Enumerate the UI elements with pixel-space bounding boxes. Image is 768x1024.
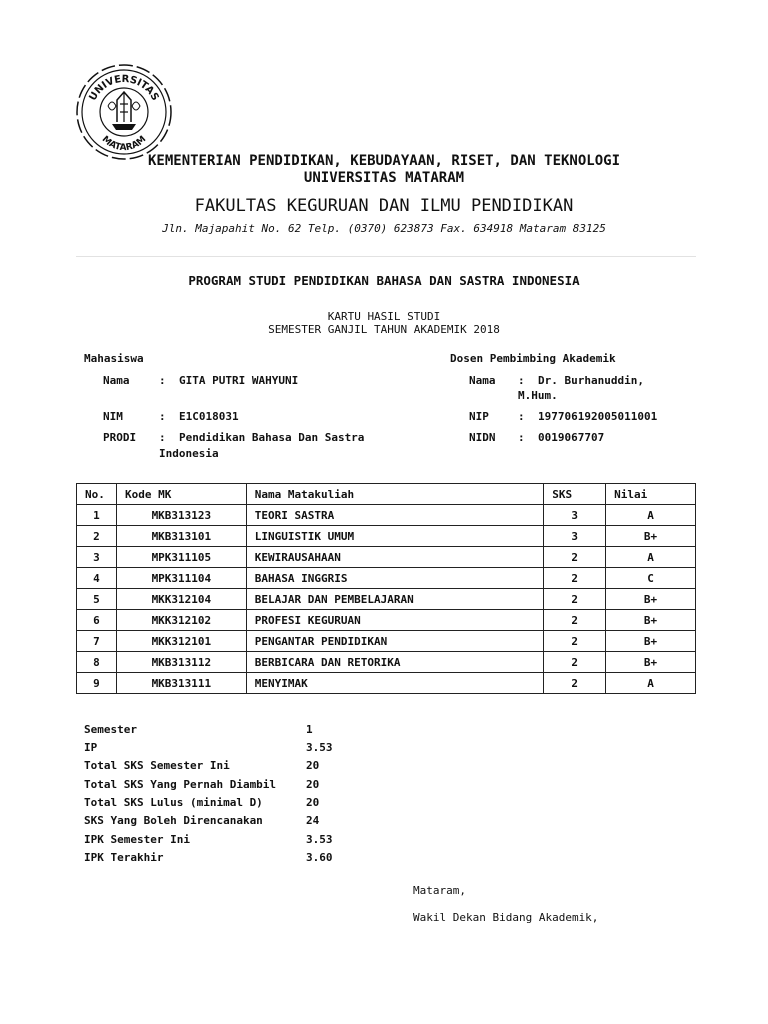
address: Jln. Majapahit No. 62 Telp. (0370) 623873 Fax. 634918 Mataram 83125: [162, 222, 606, 235]
cell-nama: PENGANTAR PENDIDIKAN: [246, 631, 543, 652]
colon: :: [518, 431, 525, 444]
advisor-name-cont: M.Hum.: [518, 389, 558, 402]
advisor-name-label: Nama: [469, 374, 496, 387]
table-row: [77, 610, 696, 631]
summary-value: 24: [306, 814, 320, 827]
cell-kode: MKB313123: [116, 505, 246, 526]
student-prodi-cont: Indonesia: [159, 447, 219, 460]
cell-kode: MKK312102: [116, 610, 246, 631]
cell-nama: BERBICARA DAN RETORIKA: [246, 652, 543, 673]
colon: :: [159, 431, 166, 444]
cell-nama: MENYIMAK: [246, 673, 543, 694]
table-row: [77, 505, 696, 526]
cell-sks: 2: [544, 589, 606, 610]
col-no-header: No.: [77, 484, 117, 505]
card-title: KARTU HASIL STUDI: [327, 310, 441, 323]
summary-value: 3.53: [306, 833, 333, 846]
cell-nilai: B+: [606, 610, 696, 631]
summary-label: Semester: [84, 723, 137, 736]
cell-no: 1: [77, 505, 117, 526]
table-row: [77, 673, 696, 694]
cell-nama: PROFESI KEGURUAN: [246, 610, 543, 631]
summary-label: IPK Semester Ini: [84, 833, 190, 846]
colon: :: [159, 410, 166, 423]
cell-no: 5: [77, 589, 117, 610]
university-title: UNIVERSITAS MATARAM: [303, 170, 465, 186]
program-title: PROGRAM STUDI PENDIDIKAN BAHASA DAN SASTRA INDONESIA: [188, 273, 580, 288]
table-row: [77, 547, 696, 568]
logo-text-top: UNIVERSITAS: [87, 73, 161, 103]
summary-label: SKS Yang Boleh Direncanakan: [84, 814, 263, 827]
cell-nama: BAHASA INGGRIS: [246, 568, 543, 589]
col-kode-header: Kode MK: [116, 484, 246, 505]
cell-nama: BELAJAR DAN PEMBELAJARAN: [246, 589, 543, 610]
advisor-nidn: 0019067707: [538, 431, 605, 444]
cell-kode: MKB313112: [116, 652, 246, 673]
table-row: [77, 526, 696, 547]
summary-value: 20: [306, 759, 320, 772]
cell-no: 2: [77, 526, 117, 547]
student-nim-label: NIM: [103, 410, 123, 423]
signature-position: Wakil Dekan Bidang Akademik,: [413, 911, 599, 924]
cell-kode: MPK311105: [116, 547, 246, 568]
summary-value: 1: [306, 723, 313, 736]
cell-sks: 2: [544, 673, 606, 694]
student-name-label: Nama: [103, 374, 130, 387]
cell-nilai: A: [606, 547, 696, 568]
advisor-nip: 197706192005011001: [538, 410, 658, 423]
cell-no: 7: [77, 631, 117, 652]
cell-kode: MKK312104: [116, 589, 246, 610]
cell-nilai: B+: [606, 652, 696, 673]
cell-nilai: C: [606, 568, 696, 589]
header-divider: [76, 256, 696, 257]
table-header-row: [77, 484, 696, 505]
table-row: [77, 652, 696, 673]
ministry-title: KEMENTERIAN PENDIDIKAN, KEBUDAYAAN, RISET, DAN TEKNOLOGI: [147, 153, 620, 169]
summary-value: 20: [306, 778, 320, 791]
summary-label: IP: [84, 741, 98, 754]
cell-no: 4: [77, 568, 117, 589]
table-row: [77, 631, 696, 652]
cell-no: 8: [77, 652, 117, 673]
table-row: [77, 589, 696, 610]
cell-no: 3: [77, 547, 117, 568]
colon: :: [159, 374, 166, 387]
cell-nilai: B+: [606, 526, 696, 547]
col-nilai-header: Nilai: [606, 484, 696, 505]
faculty-title: FAKULTAS KEGURUAN DAN ILMU PENDIDIKAN: [194, 196, 574, 216]
summary-value: 20: [306, 796, 320, 809]
student-section-label: Mahasiswa: [84, 352, 144, 365]
cell-kode: MPK311104: [116, 568, 246, 589]
cell-sks: 2: [544, 610, 606, 631]
logo-text-bottom: MATARAM: [99, 134, 149, 154]
table-row: [77, 568, 696, 589]
grades-table: [76, 483, 696, 694]
cell-sks: 3: [544, 505, 606, 526]
cell-no: 9: [77, 673, 117, 694]
student-nim: E1C018031: [179, 410, 239, 423]
colon: :: [518, 374, 525, 387]
cell-kode: MKK312101: [116, 631, 246, 652]
cell-sks: 2: [544, 652, 606, 673]
card-semester: SEMESTER GANJIL TAHUN AKADEMIK 2018: [268, 323, 500, 336]
summary-label: Total SKS Semester Ini: [84, 759, 230, 772]
student-prodi-label: PRODI: [103, 431, 137, 444]
cell-nama: TEORI SASTRA: [246, 505, 543, 526]
summary-value: 3.53: [306, 741, 333, 754]
cell-sks: 2: [544, 547, 606, 568]
cell-no: 6: [77, 610, 117, 631]
university-logo: [72, 62, 176, 162]
cell-nilai: B+: [606, 589, 696, 610]
summary-value: 3.60: [306, 851, 333, 864]
cell-nama: KEWIRAUSAHAAN: [246, 547, 543, 568]
cell-nilai: A: [606, 673, 696, 694]
cell-sks: 2: [544, 631, 606, 652]
advisor-nip-label: NIP: [469, 410, 489, 423]
summary-label: Total SKS Yang Pernah Diambil: [84, 778, 277, 791]
colon: :: [518, 410, 525, 423]
cell-nama: LINGUISTIK UMUM: [246, 526, 543, 547]
col-nama-header: Nama Matakuliah: [246, 484, 543, 505]
cell-kode: MKB313111: [116, 673, 246, 694]
advisor-section-label: Dosen Pembimbing Akademik: [450, 352, 616, 365]
advisor-nidn-label: NIDN: [469, 431, 496, 444]
signature-city: Mataram,: [413, 884, 466, 897]
col-sks-header: SKS: [544, 484, 606, 505]
cell-sks: 3: [544, 526, 606, 547]
advisor-name: Dr. Burhanuddin,: [538, 374, 644, 387]
student-prodi: Pendidikan Bahasa Dan Sastra: [179, 431, 365, 444]
student-name: GITA PUTRI WAHYUNI: [179, 374, 299, 387]
cell-nilai: B+: [606, 631, 696, 652]
cell-sks: 2: [544, 568, 606, 589]
cell-nilai: A: [606, 505, 696, 526]
summary-label: Total SKS Lulus (minimal D): [84, 796, 263, 809]
summary-label: IPK Terakhir: [84, 851, 164, 864]
cell-kode: MKB313101: [116, 526, 246, 547]
